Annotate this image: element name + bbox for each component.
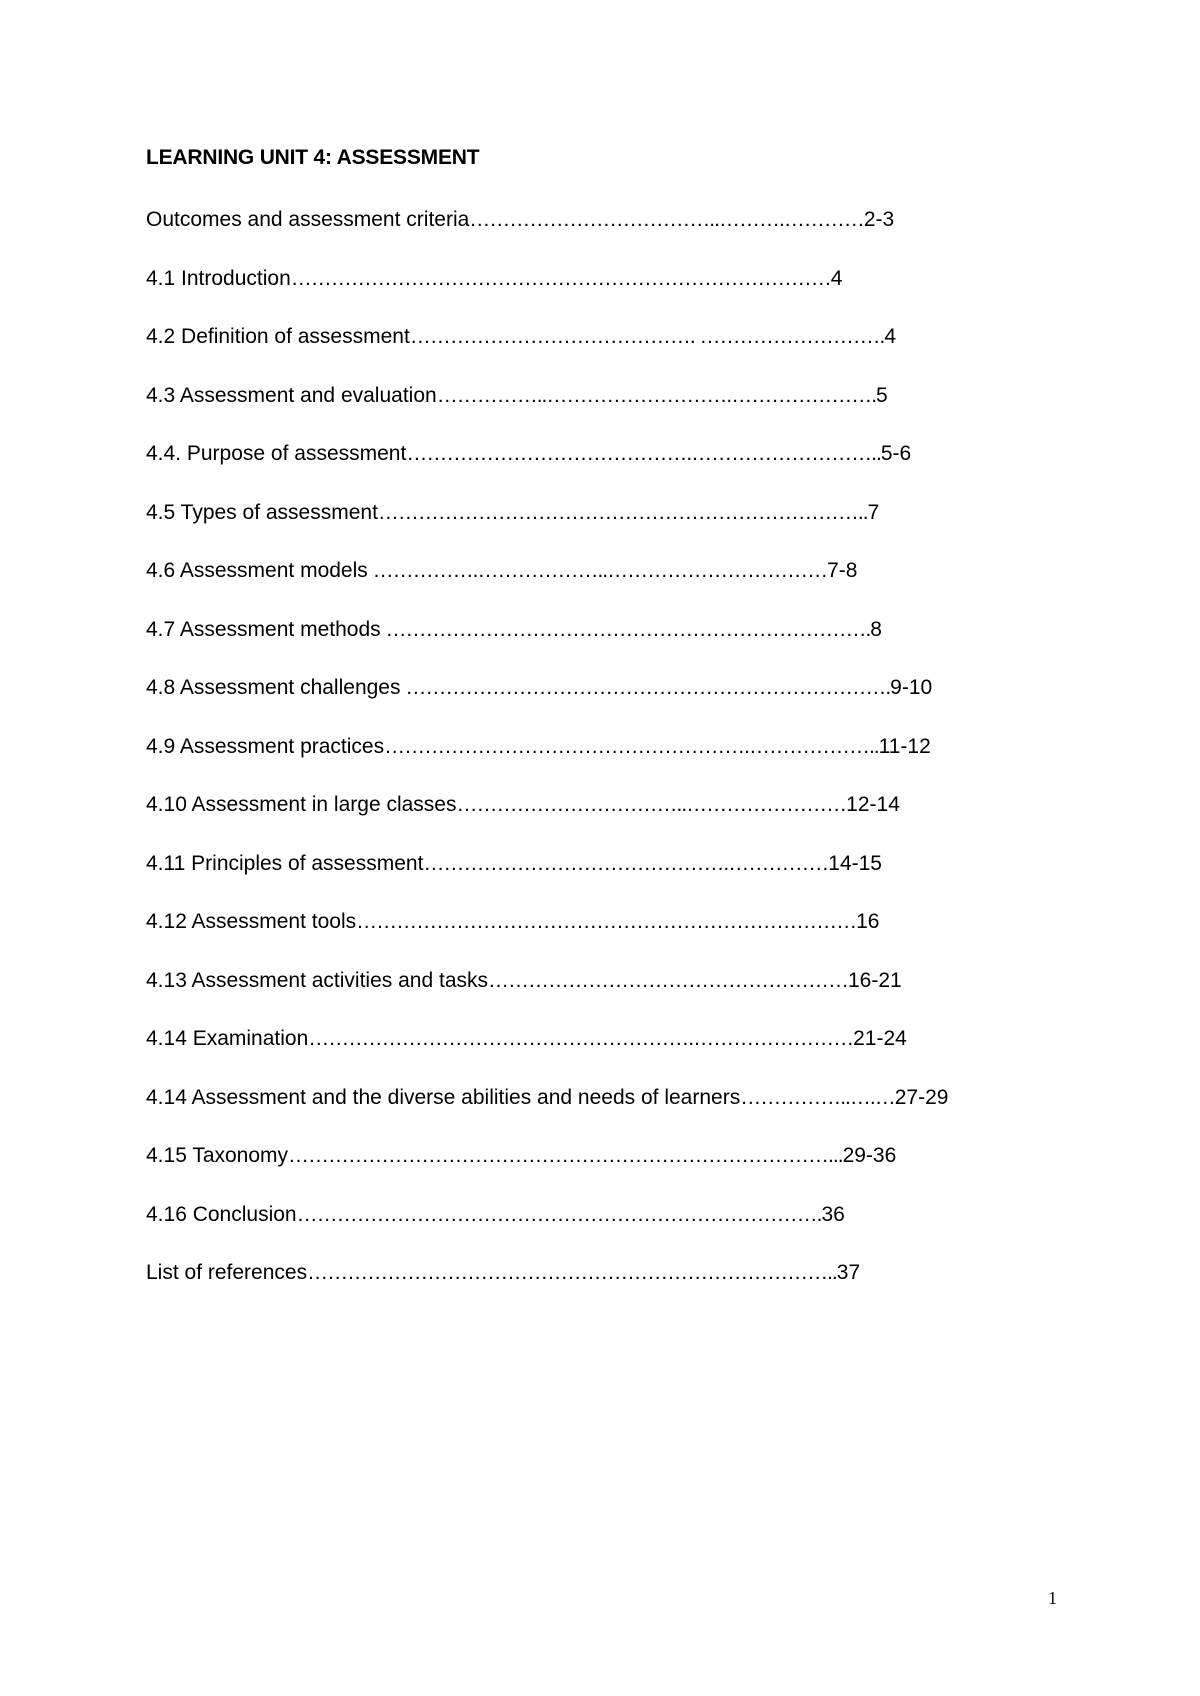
toc-entry-leader: …………………………………………………………………….. [307, 1261, 837, 1284]
toc-entry-label: 4.14 Assessment and the diverse abilities and needs of learners [146, 1085, 741, 1109]
toc-entry-label: 4.7 Assessment methods [146, 617, 381, 641]
table-of-contents [146, 205, 1076, 1317]
toc-entry [146, 1200, 1076, 1259]
toc-entry-pages: 29-36 [842, 1144, 897, 1167]
toc-entry-leader: …………….………………..…………………………… [367, 559, 828, 582]
toc-entry-label: 4.8 Assessment challenges [146, 676, 401, 699]
toc-entry-leader: ……………………………………………….……………….. [384, 734, 879, 758]
toc-entry-label: 4.12 Assessment tools [146, 910, 357, 933]
toc-entry [146, 1141, 1076, 1200]
toc-entry-label: 4.11 Principles of assessment [146, 851, 424, 875]
toc-entry [146, 205, 1076, 264]
toc-entry-leader: ……………………………………………………………………. [296, 1202, 822, 1226]
toc-entry-label: 4.5 Types of assessment [146, 500, 378, 524]
toc-entry-label: 4.4. Purpose of assessment [146, 442, 407, 465]
toc-entry-pages: 21-24 [853, 1027, 907, 1050]
page-number: 1 [1048, 1588, 1057, 1608]
toc-entry-label: 4.1 Introduction [146, 266, 291, 290]
toc-entry-label: 4.6 Assessment models [146, 559, 368, 582]
toc-entry-leader: ……………………………………. ………………………. [409, 325, 885, 348]
toc-entry-label: 4.16 Conclusion [146, 1202, 297, 1226]
toc-entry-leader: ………………………………………………………………………... [288, 1144, 843, 1167]
toc-entry-label: 4.10 Assessment in large classes [146, 793, 457, 816]
toc-entry-leader: ………………………………………………………………. [380, 617, 871, 641]
toc-entry-label: 4.13 Assessment activities and tasks [146, 968, 488, 992]
toc-entry-pages: 7 [867, 500, 880, 524]
toc-entry-pages: 5-6 [880, 442, 912, 465]
toc-entry [146, 498, 1076, 557]
toc-entry-pages: 36 [821, 1202, 845, 1226]
toc-entry-pages: 16-21 [848, 968, 902, 992]
toc-entry-leader: ……………………………………………… [488, 968, 848, 992]
toc-entry [146, 264, 1076, 323]
toc-entry [146, 673, 1076, 732]
toc-entry-leader: ……………..….… [740, 1085, 895, 1109]
toc-entry-pages: 9-10 [890, 676, 933, 699]
toc-entry [146, 732, 1076, 791]
toc-entry-label: 4.9 Assessment practices [146, 734, 385, 758]
toc-entry [146, 615, 1076, 674]
toc-entry-pages: 16 [856, 910, 880, 933]
toc-entry-leader: ……………………………………….…………… [423, 851, 829, 875]
toc-entry-label: 4.15 Taxonomy [146, 1144, 289, 1167]
toc-entry-leader: ……………………………..…………………… [456, 793, 847, 816]
toc-entry-leader: ………………………………………………………………. [400, 676, 891, 699]
toc-entry [146, 1083, 1076, 1142]
toc-entry-leader: ………………………………………………….…………………… [308, 1027, 854, 1050]
toc-entry-leader: …………………………………….……………………….. [406, 442, 881, 465]
toc-entry [146, 1024, 1076, 1083]
toc-entry [146, 849, 1076, 908]
toc-entry-pages: 4 [884, 325, 897, 348]
toc-entry-leader: ……………………………………………………………….. [377, 500, 868, 524]
toc-entry-pages: 37 [836, 1261, 861, 1284]
toc-entry [146, 381, 1076, 440]
toc-entry [146, 556, 1076, 615]
toc-entry-pages: 11-12 [878, 734, 931, 758]
toc-entry-pages: 8 [870, 617, 882, 641]
toc-entry-pages: 2-3 [863, 208, 895, 231]
document-title: LEARNING UNIT 4: ASSESSMENT [146, 146, 480, 169]
toc-entry-leader: ……………………………………………………………………… [290, 266, 831, 290]
toc-entry-leader: ………………………………..……….………… [469, 208, 864, 231]
toc-entry-label: List of references [146, 1261, 308, 1284]
toc-entry [146, 1258, 1076, 1317]
toc-entry-pages: 12-14 [846, 793, 900, 816]
toc-entry-pages: 27-29 [894, 1085, 949, 1109]
toc-entry-leader: ………………………………………………………………… [356, 910, 857, 933]
toc-entry [146, 966, 1076, 1025]
toc-entry-label: 4.14 Examination [146, 1027, 309, 1050]
toc-entry-label: Outcomes and assessment criteria [146, 208, 470, 231]
toc-entry [146, 439, 1076, 498]
toc-entry-pages: 5 [876, 383, 888, 407]
toc-entry-pages: 7-8 [827, 559, 858, 582]
toc-entry-pages: 14-15 [828, 851, 882, 875]
toc-entry-leader: ……………..……………………….…………………. [436, 383, 877, 407]
toc-entry-label: 4.2 Definition of assessment [146, 325, 410, 348]
toc-entry-label: 4.3 Assessment and evaluation [146, 383, 437, 407]
toc-entry [146, 907, 1076, 966]
toc-entry [146, 322, 1076, 381]
toc-entry-pages: 4 [830, 266, 843, 290]
toc-entry [146, 790, 1076, 849]
